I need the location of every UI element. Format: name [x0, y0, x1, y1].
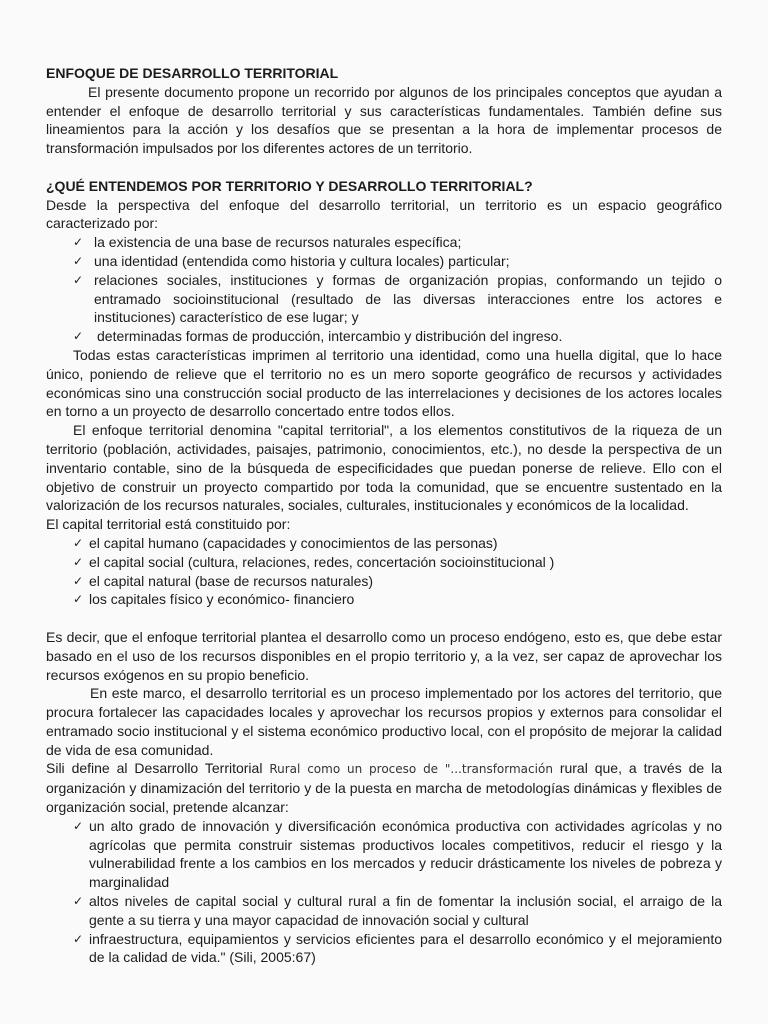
list-item	[46, 327, 722, 346]
list-item-text: los capitales físico y económico- financiero	[89, 591, 355, 608]
check-icon	[73, 252, 83, 271]
document-title: ENFOQUE DE DESARROLLO TERRITORIAL	[46, 65, 339, 81]
check-icon	[73, 534, 83, 553]
list-item-text: infraestructura, equipamientos y servicios eficientes para el desarrollo económico y el mejoramiento de la calidad de vida." (Sili, 2005:67)	[89, 930, 722, 966]
check-icon	[73, 327, 83, 346]
list-item	[46, 572, 722, 591]
sili-intro-before: Sili define al Desarrollo Territorial	[46, 760, 270, 777]
list-item	[46, 233, 722, 252]
list-item	[46, 553, 722, 572]
list-item-text: la existencia de una base de recursos naturales específica;	[94, 234, 462, 251]
check-icon	[73, 930, 83, 949]
sili-intro-quote: Rural como un proceso de "...transformación	[269, 762, 553, 777]
list-item-text: el capital social (cultura, relaciones, redes, concertación socioinstitucional )	[89, 553, 555, 570]
check-icon	[73, 572, 83, 591]
list-item-text: relaciones sociales, instituciones y formas de organización propias, conformando un tejido o entramado socioinstitucional (resultado de las diversas interacciones entre los actores e instituciones) característico de ese lugar; y	[94, 271, 722, 326]
identity-paragraph: Todas estas características imprimen al territorio una identidad, como una huella digital, que lo hace único, poniendo de relieve que el territorio no es un mero soporte geográfico de recursos y actividades económicas sino una construcción social producto de las interrelaciones y decisiones de los actores locales en torno a un proyecto de desarrollo concertado entre todos ellos.	[46, 346, 722, 420]
list-item	[46, 590, 722, 609]
check-icon	[73, 590, 83, 609]
list-item-text: una identidad (entendida como historia y cultura locales) particular;	[94, 252, 510, 269]
check-icon	[73, 892, 83, 911]
list-item-text: el capital humano (capacidades y conocimientos de las personas)	[89, 534, 498, 551]
list-item	[46, 817, 722, 892]
list-item-text: altos niveles de capital social y cultural rural a fin de fomentar la inclusión social, el arraigo de la gente a su tierra y una mayor capacidad de innovación social y cultural	[89, 893, 722, 928]
capital-lead: El capital territorial está constituido por:	[46, 516, 291, 533]
list-item	[46, 534, 722, 553]
capital-paragraph: El enfoque territorial denomina "capital territorial", a los elementos constitutivos de la riqueza de un territorio (población, actividades, paisajes, patrimonio, conocimientos, etc.), no desde la perspectiva de un inventario contable, sino de la búsqueda de especificidades que puedan ponerse de relieve. Ello con el objetivo de construir un proyecto compartido por toda la comunidad, que se encuentre sustentado en la valorización de los recursos naturales, sociales, culturales, institucionales y económicos de la localidad.	[46, 422, 722, 514]
sili-intro-after: rural que, a través de la organización y dinamización del territorio y de la puesta en marcha de metodologías dinámicas y flexibles de organización social, pretende alcanzar:	[46, 760, 722, 816]
list-item-text: un alto grado de innovación y diversificación económica productiva con actividades agrícolas y no agrícolas que permita construir sistemas productivos locales competitivos, reducir el riesgo y la vulnerabilidad frente a los cambios en los mercados y reducir drásticamente los niveles de pobreza y marginalidad	[89, 817, 722, 891]
check-icon	[73, 817, 83, 836]
check-icon	[73, 233, 83, 252]
endogenous-paragraph: Es decir, que el enfoque territorial plantea el desarrollo como un proceso endógeno, esto es, que debe estar basado en el uso de los recursos disponibles en el propio territorio y, a la vez, ser capaz de aprovechar los recursos exógenos en su propio beneficio.	[46, 628, 722, 683]
check-icon	[73, 553, 83, 572]
list-item	[46, 930, 722, 968]
framework-paragraph: En este marco, el desarrollo territorial es un proceso implementado por los actores del territorio, que procura fortalecer las capacidades locales y aprovechar los recursos propios y externos para consolidar el entramado socio institucional y el sistema económico productivo local, con el propósito de mejorar la calidad de vida de esa comunidad.	[46, 685, 722, 758]
rural-goals-list	[46, 817, 722, 967]
territory-lead: Desde la perspectiva del enfoque del desarrollo territorial, un territorio es un espacio geográfico caracterizado por:	[46, 196, 722, 232]
capital-types-list	[46, 534, 722, 609]
intro-paragraph: El presente documento propone un recorrido por algunos de los principales conceptos que ayudan a entender el enfoque de desarrollo territorial y sus características fundamentales. También define sus lineamientos para la acción y los desafíos que se presentan a la hora de implementar procesos de transformación impulsados por los diferentes actores de un territorio.	[46, 83, 722, 157]
list-item	[46, 271, 722, 327]
sili-intro-paragraph	[46, 759, 722, 816]
section-heading: ¿QUÉ ENTENDEMOS POR TERRITORIO Y DESARROLLO TERRITORIAL?	[46, 177, 533, 194]
list-item	[46, 892, 722, 930]
list-item-text: determinadas formas de producción, intercambio y distribución del ingreso.	[97, 328, 563, 345]
territory-traits-list	[46, 233, 722, 346]
list-item	[46, 252, 722, 271]
check-icon	[73, 271, 83, 290]
list-item-text: el capital natural (base de recursos naturales)	[89, 572, 374, 589]
